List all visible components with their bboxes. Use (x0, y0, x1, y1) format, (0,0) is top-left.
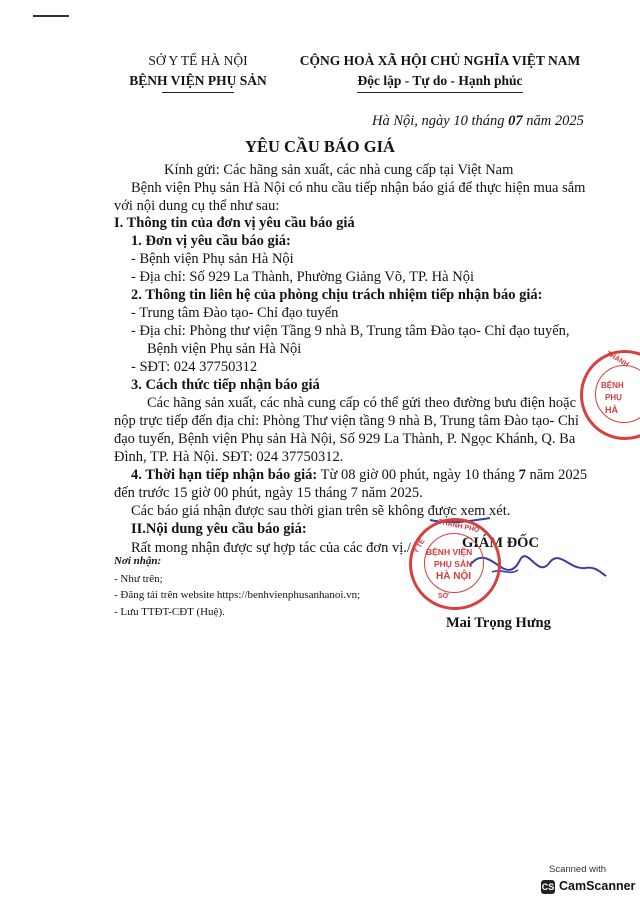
scan-mark (33, 15, 69, 17)
item-4-text-1: Từ 08 giờ 00 phút, ngày 10 tháng (317, 467, 519, 483)
recipients-title: Nơi nhận: (114, 555, 162, 567)
camscanner-watermark (537, 862, 635, 900)
side-stamp-line-1: BỆNH (601, 381, 624, 390)
signer-position: GIÁM ĐỐC (462, 535, 539, 551)
item-2-heading: 2. Thông tin liên hệ của phòng chịu trách nhiệm tiếp nhận báo giá: (131, 287, 543, 303)
stamp-ring-bottom: SỞ (438, 593, 449, 600)
section-2-heading: II.Nội dung yêu cầu báo giá: (131, 521, 307, 537)
ministry-name: SỞ Y TẾ HÀ NỘI (148, 53, 248, 68)
document-title: YÊU CẦU BÁO GIÁ (245, 137, 395, 156)
date-month: 07 (508, 113, 523, 129)
item-1-heading: 1. Đơn vị yêu cầu báo giá: (131, 233, 291, 249)
stamp-line-2: PHỤ SẢN (434, 559, 473, 569)
side-stamp-line-3: HÀ (605, 405, 618, 415)
side-stamp (580, 350, 640, 440)
camscanner-logo-icon: CS (541, 882, 555, 892)
item-1-unit: - Bệnh viện Phụ sản Hà Nội (131, 251, 294, 267)
intro-line-2: với nội dung cụ thể như sau: (114, 198, 280, 214)
item-3-line-3: đạo tuyến, Bệnh viện Phụ sản Hà Nội, Số 929 La Thành, P. Ngọc Khánh, Q. Ba (114, 431, 576, 447)
item-3-line-1: Các hãng sản xuất, các nhà cung cấp có thể gửi theo đường bưu điện hoặc (147, 395, 577, 411)
stamp-ring-left: Y TẾ (412, 538, 427, 555)
item-2-phone: - SĐT: 024 37750312 (131, 359, 258, 375)
signer-name: Mai Trọng Hưng (446, 615, 551, 631)
closing-line: Rất mong nhận được sự hợp tác của các đơn vị./. (131, 540, 415, 556)
watermark-line-1: Scanned with (549, 864, 607, 875)
intro-line-1: Bệnh viện Phụ sản Hà Nội có nhu cầu tiếp nhận báo giá để thực hiện mua sắm (131, 180, 586, 196)
official-stamp (409, 518, 501, 610)
stamp-ring-top: THÀNH PHỐ (437, 518, 480, 535)
national-motto: Độc lập - Tự do - Hạnh phúc (357, 73, 523, 88)
hospital-underline (162, 92, 234, 93)
national-title: CỘNG HOÀ XÃ HỘI CHỦ NGHĨA VIỆT NAM (299, 53, 581, 68)
recipient-item: - Như trên; (114, 573, 163, 585)
recipient-item: - Lưu TTĐT-CĐT (Huệ). (114, 606, 225, 618)
addressee: Kính gửi: Các hãng sản xuất, các nhà cung cấp tại Việt Nam (164, 162, 514, 178)
item-2-address-line-2: Bệnh viện Phụ sản Hà Nội (147, 341, 302, 357)
item-4-line-1 (131, 467, 587, 484)
side-stamp-ring-top: THÀNH (604, 350, 630, 369)
recipient-item: - Đăng tải trên website https://benhvienphusanhanoi.vn; (114, 589, 361, 601)
item-4-line-2: đến trước 15 giờ 00 phút, ngày 15 tháng 7 năm 2025. (114, 485, 423, 501)
item-3-line-2: nộp trực tiếp đến địa chỉ: Phòng Thư viện tầng 9 nhà B, Trung tâm Đào tạo- Chỉ (114, 413, 579, 429)
item-3-line-4: Đình, TP. Hà Nội. SĐT: 024 37750312. (114, 449, 344, 465)
item-4-text-2: năm 2025 (525, 467, 588, 483)
side-stamp-line-2: PHỤ (605, 393, 622, 402)
watermark-line-2: CamScanner (559, 879, 636, 893)
item-2-address-line-1: - Địa chỉ: Phòng thư viện Tầng 9 nhà B, Trung tâm Đào tạo- Chỉ đạo tuyến, (131, 323, 570, 339)
stamp-line-3: HÀ NỘI (436, 571, 471, 582)
section-1-heading: I. Thông tin của đơn vị yêu cầu báo giá (114, 215, 355, 231)
late-notice: Các báo giá nhận được sau thời gian trên sẽ không được xem xét. (131, 503, 511, 519)
item-4-month: 7 (518, 467, 526, 483)
item-2-department: - Trung tâm Đào tạo- Chỉ đạo tuyến (131, 305, 339, 321)
date-suffix: năm 2025 (522, 113, 584, 129)
document-date (372, 113, 584, 130)
stamp-line-1: BỆNH VIỆN (426, 547, 473, 557)
item-3-heading: 3. Cách thức tiếp nhận báo giá (131, 377, 320, 393)
item-4-heading: 4. Thời hạn tiếp nhận báo giá: (131, 467, 318, 483)
item-1-address: - Địa chỉ: Số 929 La Thành, Phường Giảng Võ, TP. Hà Nội (131, 269, 474, 285)
motto-underline (357, 92, 523, 93)
hospital-name: BỆNH VIỆN PHỤ SẢN (129, 73, 267, 88)
date-prefix: Hà Nội, ngày 10 tháng (372, 113, 509, 129)
